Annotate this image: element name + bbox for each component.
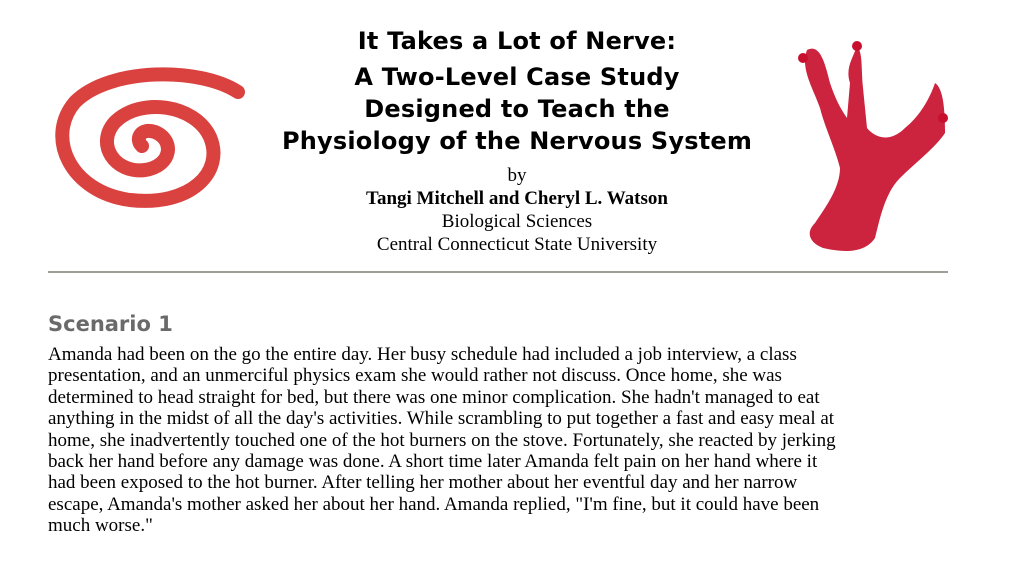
- university: Central Connecticut State University: [376, 234, 658, 255]
- title-line-3: Designed to Teach the: [364, 95, 670, 123]
- authors: Tangi Mitchell and Cheryl L. Watson: [366, 188, 668, 209]
- paragraph-line: Amanda had been on the go the entire day. Her busy schedule had included a job interview, a class: [48, 344, 797, 365]
- divider: [48, 271, 948, 273]
- scenario-paragraph: [48, 344, 968, 537]
- byline: by: [507, 165, 527, 186]
- paragraph-line: back her hand before any damage was done. A short time later Amanda felt pain on her hand where it: [48, 451, 818, 473]
- paragraph-line: much worse.": [48, 515, 153, 537]
- paragraph-line: anything in the midst of all the day's activities. While scrambling to put together a fast and easy meal at: [48, 408, 835, 430]
- paragraph-line: home, she inadvertently touched one of the hot burners on the stove. Fortunately, she reacted by jerking: [48, 429, 836, 451]
- paragraph-line: escape, Amanda's mother asked her about her hand. Amanda replied, "I'm fine, but it could have been: [48, 493, 820, 515]
- paragraph-line: had been exposed to the hot burner. After telling her mother about her eventful day and her narrow: [48, 472, 798, 494]
- section-heading: Scenario 1: [48, 312, 173, 336]
- department: Biological Sciences: [441, 211, 593, 232]
- title-line-4: Physiology of the Nervous System: [281, 127, 753, 155]
- paragraph-line: determined to head straight for bed, but there was one minor complication. She hadn't managed to eat: [48, 386, 820, 408]
- paragraph-line: presentation, and an unmerciful physics exam she would rather not discuss. Once home, she was: [48, 365, 782, 387]
- title-line-1: It Takes a Lot of Nerve:: [357, 27, 677, 55]
- neuron-image: [795, 38, 955, 258]
- title-line-2: A Two-Level Case Study: [354, 63, 680, 91]
